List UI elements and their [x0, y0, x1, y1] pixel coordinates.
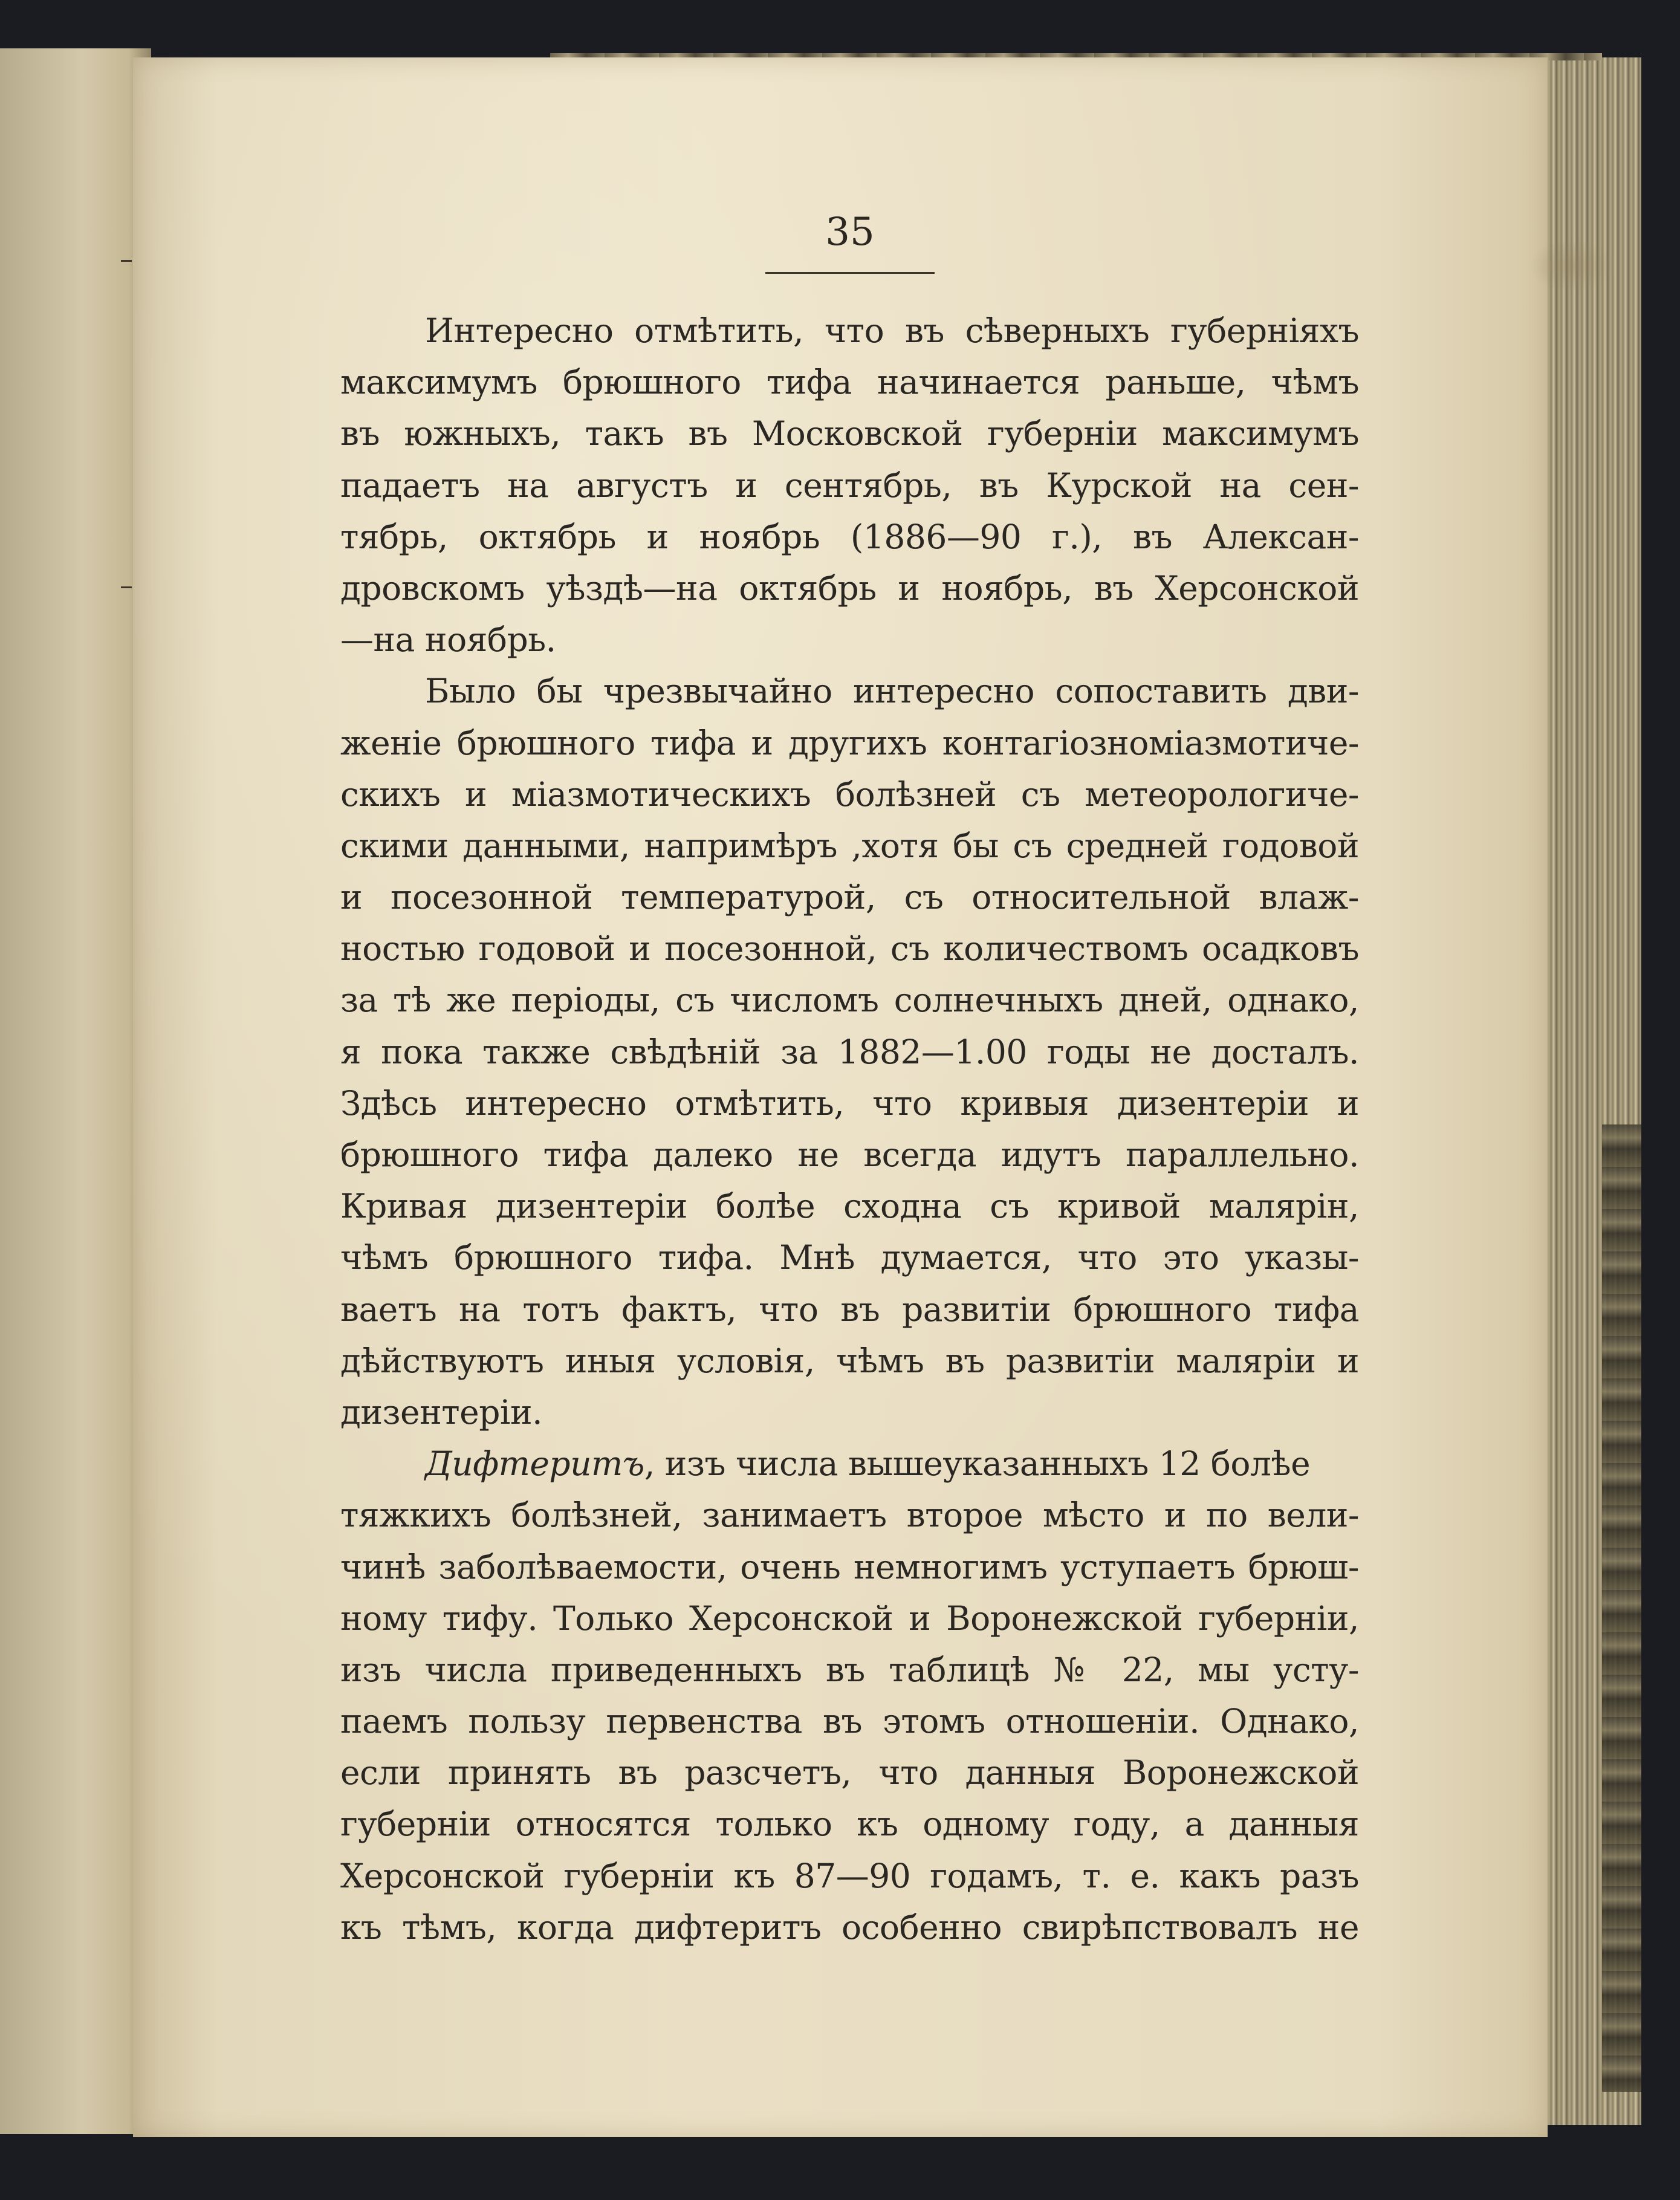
text-line: скихъ и міазмотическихъ болѣзней съ метеорологиче- — [340, 774, 1359, 814]
text-line: женіе брюшного тифа и другихъ контагіозноміазмотиче- — [340, 723, 1359, 762]
text-line: изъ числа приведенныхъ въ таблицѣ № 22, мы усту- — [340, 1650, 1359, 1689]
text-line: дизентеріи. — [340, 1392, 543, 1432]
text-line: скими данными, напримѣръ ,хотя бы съ средней годовой — [340, 826, 1359, 865]
section-term-italic: Дифтеритъ — [425, 1444, 644, 1484]
text-line: губерніи относятся только къ одному году, а данныя — [340, 1805, 1359, 1844]
text-line: Кривая дизентеріи болѣе сходна съ кривой малярін, — [340, 1187, 1359, 1226]
text-line: чѣмъ брюшного тифа. Мнѣ думается, что это указы- — [340, 1238, 1359, 1277]
previous-page-edge — [0, 48, 151, 2134]
text-line: къ тѣмъ, когда дифтеритъ особенно свирѣпствовалъ не — [340, 1907, 1359, 1947]
text-line: дѣйствуютъ иныя условія, чѣмъ въ развитіи маляріи и — [340, 1341, 1359, 1380]
text-line: я пока также свѣдѣній за 1882—1.00 годы не досталъ. — [340, 1032, 1359, 1071]
text-line: за тѣ же періоды, съ числомъ солнечныхъ дней, однако, — [340, 981, 1359, 1020]
text-line: дровскомъ уѣздѣ—на октябрь и ноябрь, въ Херсонской — [340, 568, 1359, 608]
page-edge-mark — [121, 260, 132, 262]
text-line: Херсонской губерніи къ 87—90 годамъ, т. е. какъ разъ — [340, 1856, 1359, 1895]
text-line: и посезонной температурой, съ относительной влаж- — [340, 878, 1359, 917]
header-rule — [765, 272, 935, 274]
page-edge-mark — [121, 586, 132, 588]
body-text — [340, 305, 1359, 1953]
text-line: падаетъ на августъ и сентябрь, въ Курской на сен- — [340, 466, 1359, 505]
text-line: брюшного тифа далеко не всегда идутъ параллельно. — [340, 1135, 1359, 1174]
text-line-rest: , изъ числа вышеуказанныхъ 12 болѣе — [644, 1444, 1311, 1484]
text-line — [340, 1438, 1359, 1490]
text-line: если принять въ разсчетъ, что данныя Воронежской — [340, 1753, 1359, 1793]
page-number: 35 — [825, 210, 875, 255]
text-line: въ южныхъ, такъ въ Московской губерніи максимумъ — [340, 414, 1359, 453]
text-line: Здѣсь интересно отмѣтить, что кривыя дизентеріи и — [340, 1083, 1359, 1123]
text-line: Было бы чрезвычайно интересно сопоставить дви- — [425, 672, 1359, 711]
text-line: —на ноябрь. — [340, 620, 556, 660]
text-line: ваетъ на тотъ фактъ, что въ развитіи брюшного тифа — [340, 1290, 1359, 1329]
text-line: чинѣ заболѣваемости, очень немногимъ уступаетъ брюш- — [340, 1547, 1359, 1586]
text-line: ному тифу. Только Херсонской и Воронежской губерніи, — [340, 1598, 1359, 1638]
text-line: тяжкихъ болѣзней, занимаетъ второе мѣсто и по вели- — [340, 1496, 1359, 1535]
page-stain — [1529, 239, 1614, 293]
text-line: тябрь, октябрь и ноябрь (1886—90 г.), въ Алексан- — [340, 517, 1359, 556]
text-line: максимумъ брюшного тифа начинается раньше, чѣмъ — [340, 363, 1359, 402]
text-line: паемъ пользу первенства въ этомъ отношеніи. Однако, — [340, 1702, 1359, 1741]
book-edge-shadow — [1602, 1124, 1641, 2092]
text-line: ностью годовой и посезонной, съ количествомъ осадковъ — [340, 929, 1359, 969]
text-line: Интересно отмѣтить, что въ сѣверныхъ губерніяхъ — [425, 311, 1359, 350]
